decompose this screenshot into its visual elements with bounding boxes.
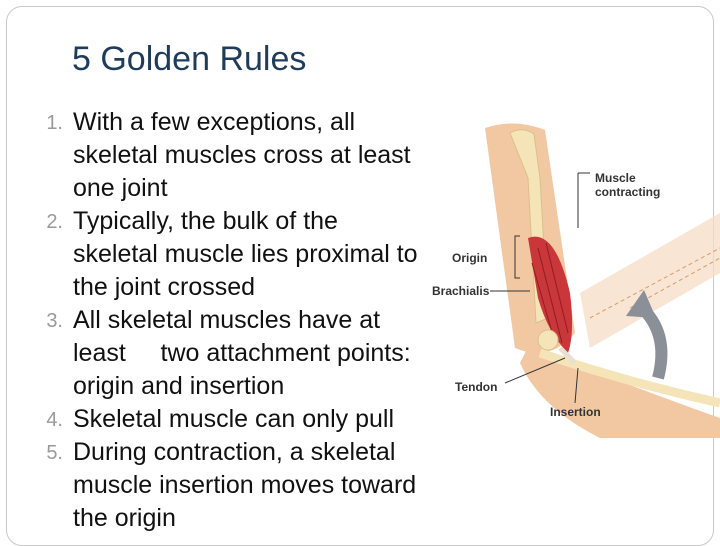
rule-item (0, 304, 470, 403)
insertion-label: Insertion (550, 405, 601, 419)
rule-item (0, 205, 470, 304)
rule-line: skeletal muscles cross at least (73, 141, 411, 169)
slide-title: 5 Golden Rules (72, 40, 307, 78)
rule-item (0, 436, 470, 535)
rule-line: Typically, the bulk of the (73, 207, 338, 235)
brachialis-label: Brachialis (432, 284, 490, 298)
tendon-label: Tendon (455, 380, 498, 394)
rules-list (0, 106, 470, 540)
rule-number: 5. (46, 442, 63, 464)
rule-line: the origin (73, 504, 176, 532)
rule-item (0, 403, 470, 436)
rule-line: the joint crossed (73, 273, 256, 301)
rule-line: skeletal muscle lies proximal to (73, 240, 418, 268)
rule-number: 1. (46, 112, 63, 134)
rule-line: With a few exceptions, all (73, 108, 356, 136)
rule-line: one joint (73, 174, 168, 202)
arm-anatomy-figure (430, 118, 720, 438)
rule-line: least two attachment points: (73, 339, 411, 367)
rule-line: muscle insertion moves toward (73, 471, 417, 499)
rule-line: All skeletal muscles have at (73, 306, 381, 334)
muscle-contracting-label: Muscle contracting (595, 171, 661, 199)
rule-number: 4. (46, 409, 63, 431)
rule-number: 2. (46, 211, 63, 233)
origin-label: Origin (452, 251, 488, 265)
elbow-joint (538, 330, 558, 350)
rule-number: 3. (46, 310, 63, 332)
rule-line: origin and insertion (73, 372, 285, 400)
rule-line: During contraction, a skeletal (73, 438, 396, 466)
rule-line: Skeletal muscle can only pull (73, 405, 394, 433)
rule-item (0, 106, 470, 205)
